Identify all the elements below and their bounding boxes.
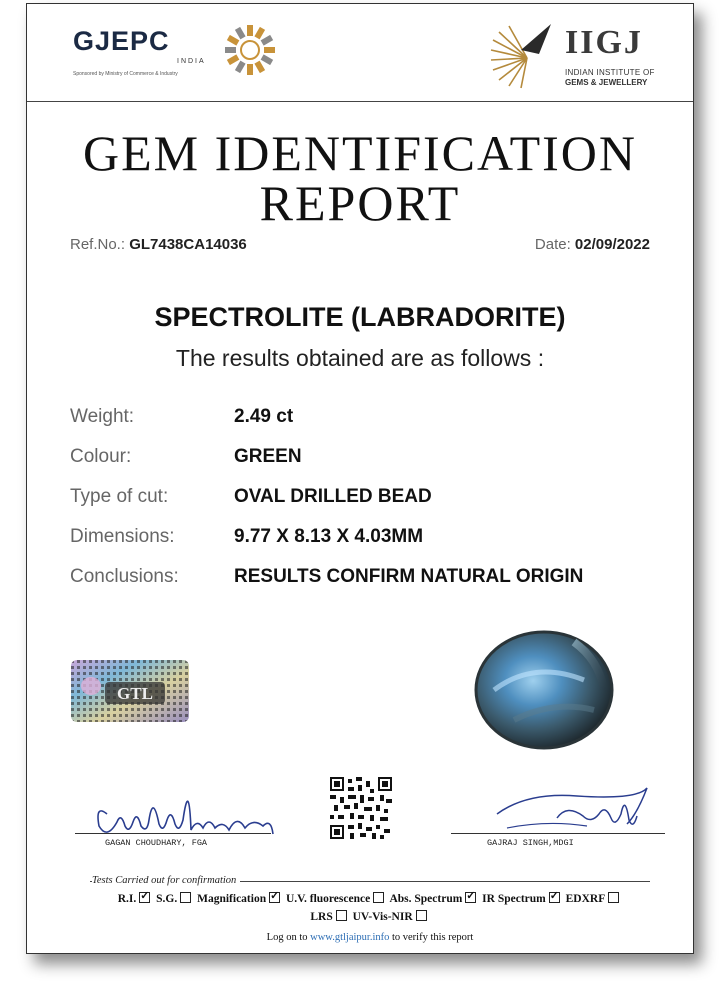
detail-label: Dimensions: [70, 526, 175, 547]
test-label: U.V. fluorescence [285, 893, 371, 905]
gjepc-logo [73, 26, 206, 77]
detail-label: Colour: [70, 446, 132, 467]
tests-row-2 [90, 910, 650, 923]
date-value: 02/09/2022 [574, 236, 650, 253]
test-label: S.G. [156, 893, 178, 905]
test-label: EDXRF [565, 893, 606, 905]
results-intro: The results obtained are as follows : [175, 345, 545, 371]
checkbox-checked-icon [465, 892, 476, 903]
security-hologram [71, 660, 189, 722]
test-label: Abs. Spectrum [389, 893, 463, 905]
left-signatory-name: GAGAN CHOUDHARY, FGA [105, 838, 208, 848]
checkbox-checked-icon [139, 892, 150, 903]
test-label: LRS [310, 911, 333, 923]
gjepc-logo-sub: INDIA [177, 58, 206, 65]
iigj-logo-word: IIGJ [565, 24, 643, 61]
verify-link[interactable]: www.gtljaipur.info [310, 932, 390, 943]
gjepc-emblem-icon [223, 23, 277, 77]
verify-note [90, 932, 650, 943]
test-label: Magnification [197, 893, 267, 905]
iigj-logo-sub2: GEMS & JEWELLERY [565, 78, 648, 87]
tests-title: Tests Carried out for confirmation [92, 875, 240, 886]
detail-value: GREEN [234, 446, 302, 467]
iigj-logo-sub1: INDIAN INSTITUTE OF [565, 68, 655, 77]
checkbox-empty-icon [336, 910, 347, 921]
detail-value: 9.77 X 8.13 X 4.03MM [234, 526, 424, 547]
checkbox-empty-icon [373, 892, 384, 903]
gemstone-photo [474, 630, 614, 750]
date-label: Date: [534, 236, 571, 253]
right-signature-line [451, 833, 665, 834]
tests-row-1 [90, 892, 650, 905]
gjepc-logo-word: GJEPC [73, 26, 170, 56]
reference-number [70, 236, 247, 253]
reference-label: Ref.No.: [70, 236, 126, 253]
detail-value: RESULTS CONFIRM NATURAL ORIGIN [234, 566, 584, 587]
detail-label: Conclusions: [70, 566, 179, 587]
verify-suffix: to verify this report [391, 932, 474, 943]
certificate-header [27, 4, 693, 102]
gjepc-logo-tagline: Sponsored by Ministry of Commerce & Industry [73, 71, 178, 77]
stone-name: SPECTROLITE (LABRADORITE) [154, 302, 566, 332]
detail-label: Weight: [70, 406, 135, 427]
detail-value: OVAL DRILLED BEAD [234, 486, 432, 507]
verification-qr-code [330, 777, 392, 839]
test-label: UV-Vis-NIR [352, 911, 413, 923]
report-title-line2: REPORT [259, 175, 461, 231]
iigj-sunburst-icon [487, 20, 557, 90]
left-signature-line [75, 833, 271, 834]
checkbox-checked-icon [269, 892, 280, 903]
test-label: R.I. [117, 893, 137, 905]
report-title-line1: GEM IDENTIFICATION [83, 125, 637, 181]
checkbox-empty-icon [180, 892, 191, 903]
reference-value: GL7438CA14036 [129, 236, 247, 253]
certificate-sheet [26, 3, 694, 954]
hologram-text: GTL [117, 684, 153, 703]
report-date [535, 236, 650, 253]
detail-label: Type of cut: [70, 486, 169, 507]
checkbox-empty-icon [416, 910, 427, 921]
verify-prefix: Log on to [266, 932, 308, 943]
detail-value: 2.49 ct [234, 406, 294, 427]
test-label: IR Spectrum [482, 893, 546, 905]
right-signatory-name: GAJRAJ SINGH,MDGI [487, 838, 574, 848]
checkbox-checked-icon [549, 892, 560, 903]
checkbox-empty-icon [608, 892, 619, 903]
